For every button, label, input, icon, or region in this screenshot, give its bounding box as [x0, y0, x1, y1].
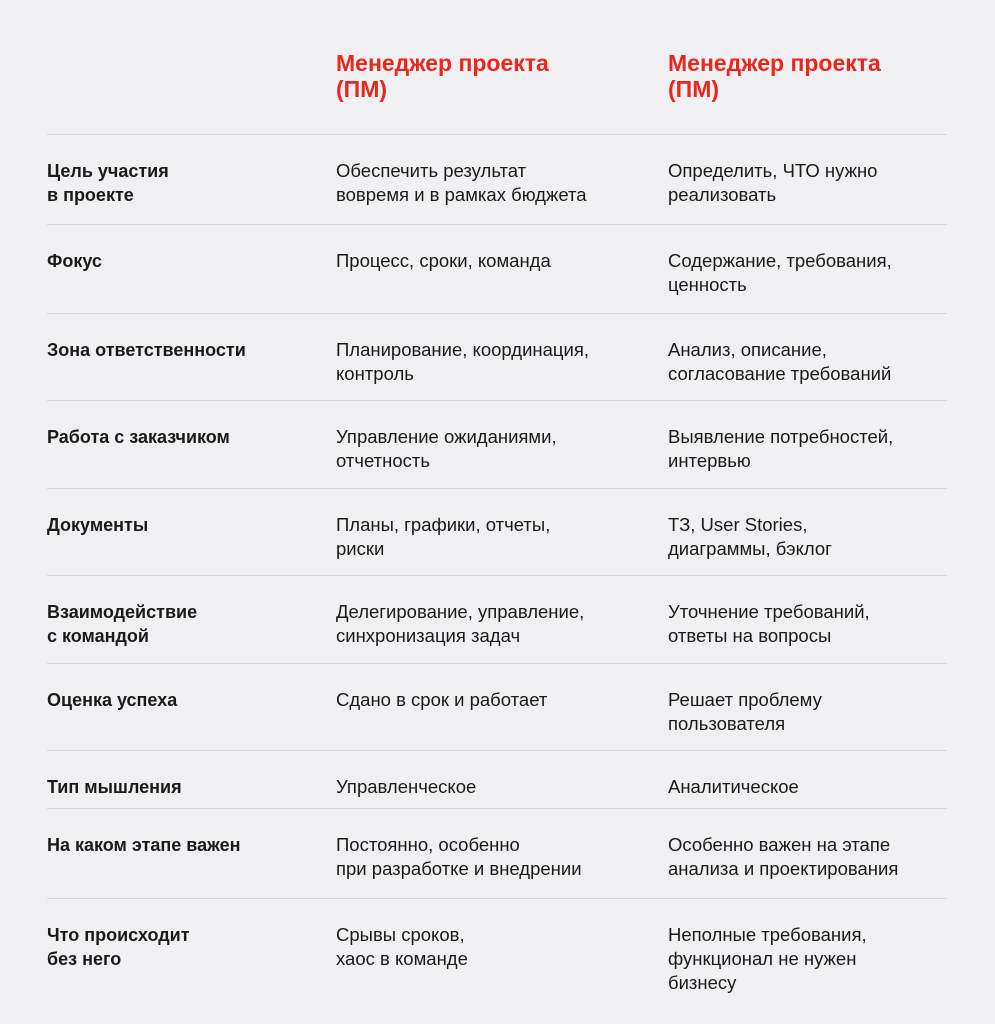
table-row: [47, 899, 947, 1019]
row-label: Зона ответственности: [47, 340, 246, 360]
row-other-value: Определить, ЧТО нужно реализовать: [668, 160, 878, 205]
row-pm-value: Управление ожиданиями, отчетность: [336, 426, 557, 471]
row-label: Цель участия в проекте: [47, 161, 169, 205]
table-row: [47, 664, 947, 751]
row-label: На каком этапе важен: [47, 835, 241, 855]
row-pm-value: Делегирование, управление, синхронизация задач: [336, 601, 585, 646]
row-label: Тип мышления: [47, 777, 182, 797]
table-row: [47, 225, 947, 314]
row-other-value: Уточнение требований, ответы на вопросы: [668, 601, 870, 646]
row-other-value: Содержание, требования, ценность: [668, 250, 892, 295]
row-other-value: Решает проблему пользователя: [668, 689, 822, 734]
row-label: Документы: [47, 515, 149, 535]
comparison-table: [47, 48, 947, 1019]
row-other-value: Анализ, описание, согласование требований: [668, 339, 892, 384]
row-other-value: Выявление потребностей, интервью: [668, 426, 894, 471]
row-pm-value: Управленческое: [336, 776, 477, 797]
row-other-value: Аналитическое: [668, 776, 799, 797]
row-pm-value: Процесс, сроки, команда: [336, 250, 551, 271]
row-label: Фокус: [47, 251, 102, 271]
row-label: Оценка успеха: [47, 690, 178, 710]
table-header: [47, 48, 947, 135]
row-other-value: Особенно важен на этапе анализа и проектирования: [668, 834, 899, 879]
table-row: [47, 135, 947, 225]
table-row: [47, 489, 947, 576]
row-label: Работа с заказчиком: [47, 427, 230, 447]
row-label: Что происходит без него: [47, 925, 190, 969]
header-col-pm: Менеджер проекта (ПМ): [336, 50, 549, 102]
header-col-label: [47, 48, 336, 134]
row-pm-value: Планирование, координация, контроль: [336, 339, 590, 384]
table-row: [47, 809, 947, 899]
row-other-value: Неполные требования, функционал не нужен бизнесу: [668, 924, 867, 993]
row-pm-value: Планы, графики, отчеты, риски: [336, 514, 551, 559]
table-row: [47, 314, 947, 401]
table-row: [47, 401, 947, 489]
table-row: [47, 576, 947, 664]
row-pm-value: Срывы сроков, хаос в команде: [336, 924, 468, 969]
table-row: [47, 751, 947, 809]
row-pm-value: Сдано в срок и работает: [336, 689, 548, 710]
row-other-value: ТЗ, User Stories, диаграммы, бэклог: [668, 514, 832, 559]
row-label: Взаимодействие с командой: [47, 602, 198, 646]
row-pm-value: Обеспечить результат вовремя и в рамках бюджета: [336, 160, 587, 205]
row-pm-value: Постоянно, особенно при разработке и внедрении: [336, 834, 582, 879]
header-col-other: Менеджер проекта (ПМ): [668, 50, 881, 102]
